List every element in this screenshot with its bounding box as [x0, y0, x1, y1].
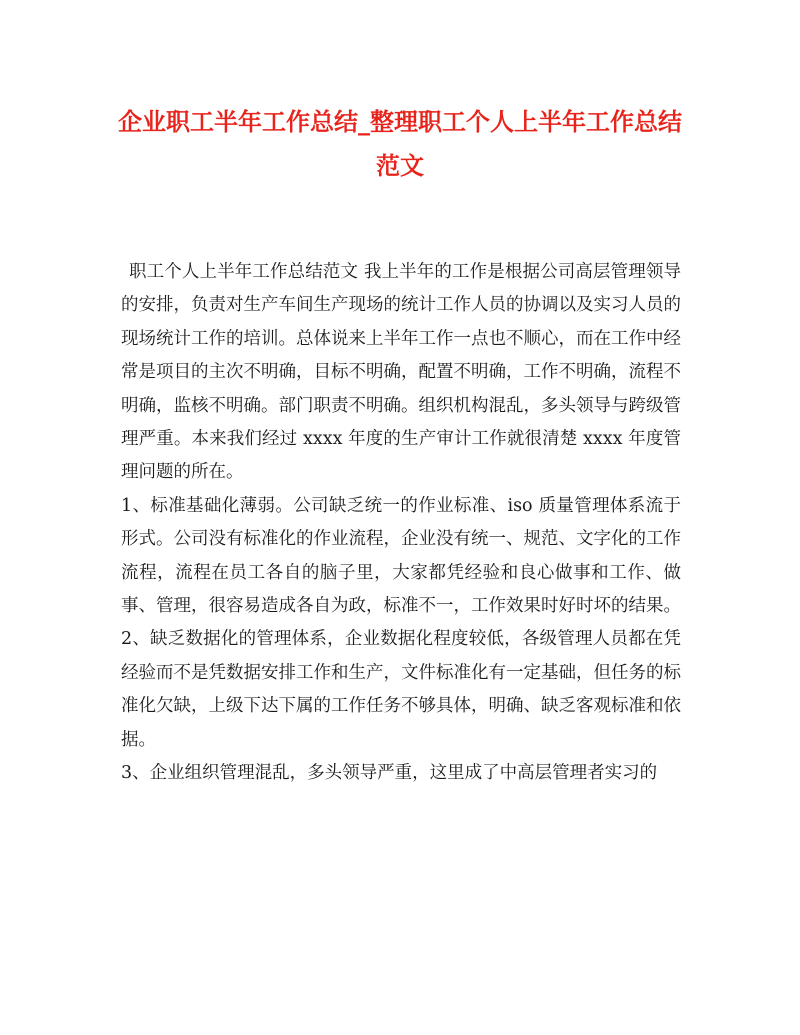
intro-paragraph: 职工个人上半年工作总结范文 我上半年的工作是根据公司高层管理领导的安排，负责对生产车间生产现场的统计工作人员的协调以及实习人员的现场统计工作的培训。总体说来上半年工作一点也不顺心，而在工作中经常是项目的主次不明确，目标不明确，配置不明确，工作不明确，流程不明确，监核不明确。部门职责不明确。组织机构混乱，多头领导与跨级管理严重。本来我们经过 xxxx 年度的生产审计工作就很清楚 xxxx 年度管理问题的所在。 [121, 262, 681, 483]
point-3-paragraph: 3、企业组织管理混乱，多头领导严重，这里成了中高层管理者实习的 [121, 763, 658, 784]
document-body [121, 256, 681, 791]
point-2-paragraph: 2、缺乏数据化的管理体系，企业数据化程度较低，各级管理人员都在凭经验而不是凭数据安排工作和生产，文件标准化有一定基础，但任务的标准化欠缺，上级下达下属的工作任务不够具体，明确、缺乏客观标准和依据。 [121, 629, 681, 750]
point-1-paragraph: 1、标准基础化薄弱。公司缺乏统一的作业标准、iso 质量管理体系流于形式。公司没有标准化的作业流程，企业没有统一、规范、文字化的工作流程，流程在员工各自的脑子里，大家都凭经验和良心做事和工作、做事、管理，很容易造成各自为政，标准不一，工作效果时好时坏的结果。 [121, 495, 681, 617]
document-title: 企业职工半年工作总结_整理职工个人上半年工作总结范文 [118, 107, 682, 180]
